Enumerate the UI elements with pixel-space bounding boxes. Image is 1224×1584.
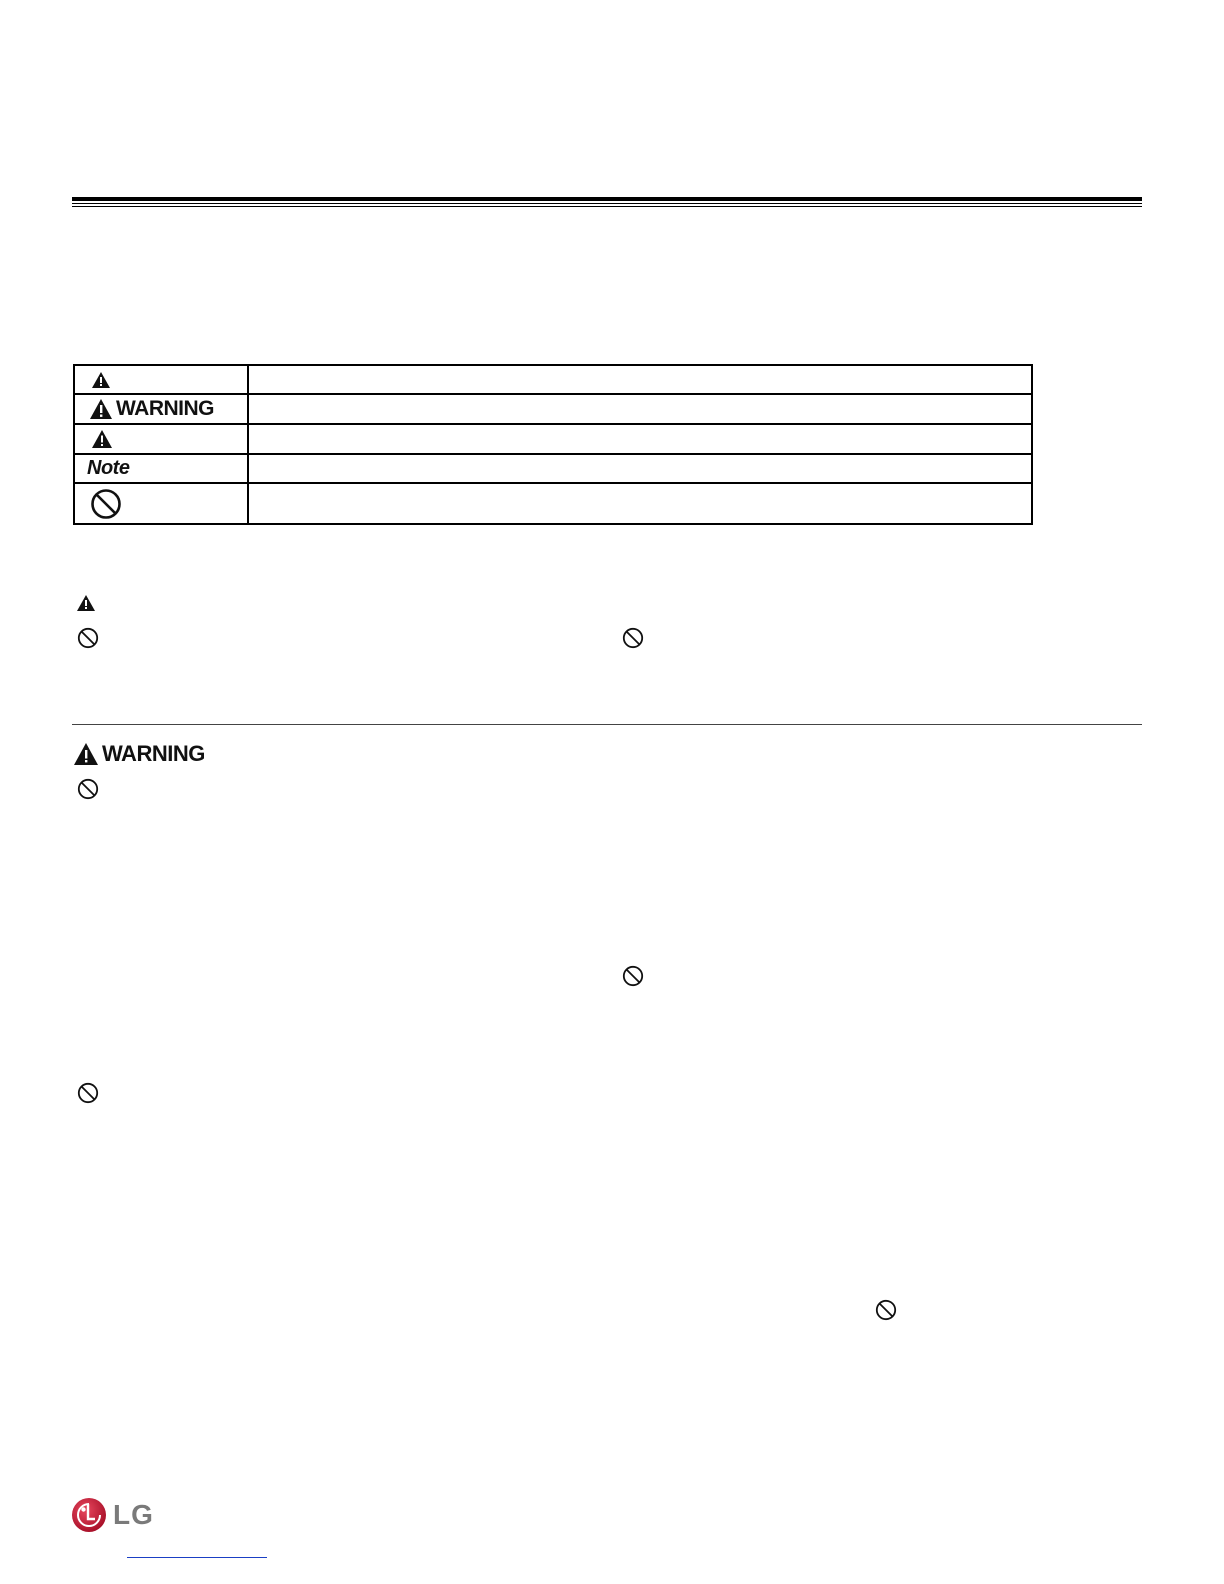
legend-row-warning [74,394,1032,424]
lg-face-icon [71,1497,107,1533]
header-rule-thin-2 [72,206,1142,207]
prohibited-icon [875,1299,897,1321]
warning-triangle-icon [89,398,113,420]
warning-label: WARNING [116,397,214,420]
lg-logo [71,1497,154,1533]
prohibited-icon [90,488,122,520]
prohibited-icon [77,1082,99,1104]
warning-triangle-icon [73,742,99,766]
warning-heading-text: WARNING [102,741,205,766]
warning-triangle-icon [91,371,111,389]
safety-symbol-legend-table [73,364,1033,525]
header-rule-thick [72,197,1142,201]
prohibited-icon [622,965,644,987]
warning-section-heading [73,741,205,771]
legend-row-caution [74,424,1032,454]
footer-link[interactable] [127,1557,267,1558]
prohibited-icon [622,627,644,649]
warning-triangle-icon [76,594,96,612]
note-label: Note [87,457,130,479]
legend-row-prohibited [74,483,1032,524]
legend-row-danger [74,365,1032,394]
legend-row-note [74,454,1032,483]
warning-signal-word [89,397,214,421]
prohibited-icon [77,627,99,649]
section-divider [72,724,1142,725]
header-rule-thin-1 [72,203,1142,204]
logo-text: LG [113,1499,154,1530]
prohibited-icon [77,778,99,800]
warning-triangle-icon [91,429,113,449]
